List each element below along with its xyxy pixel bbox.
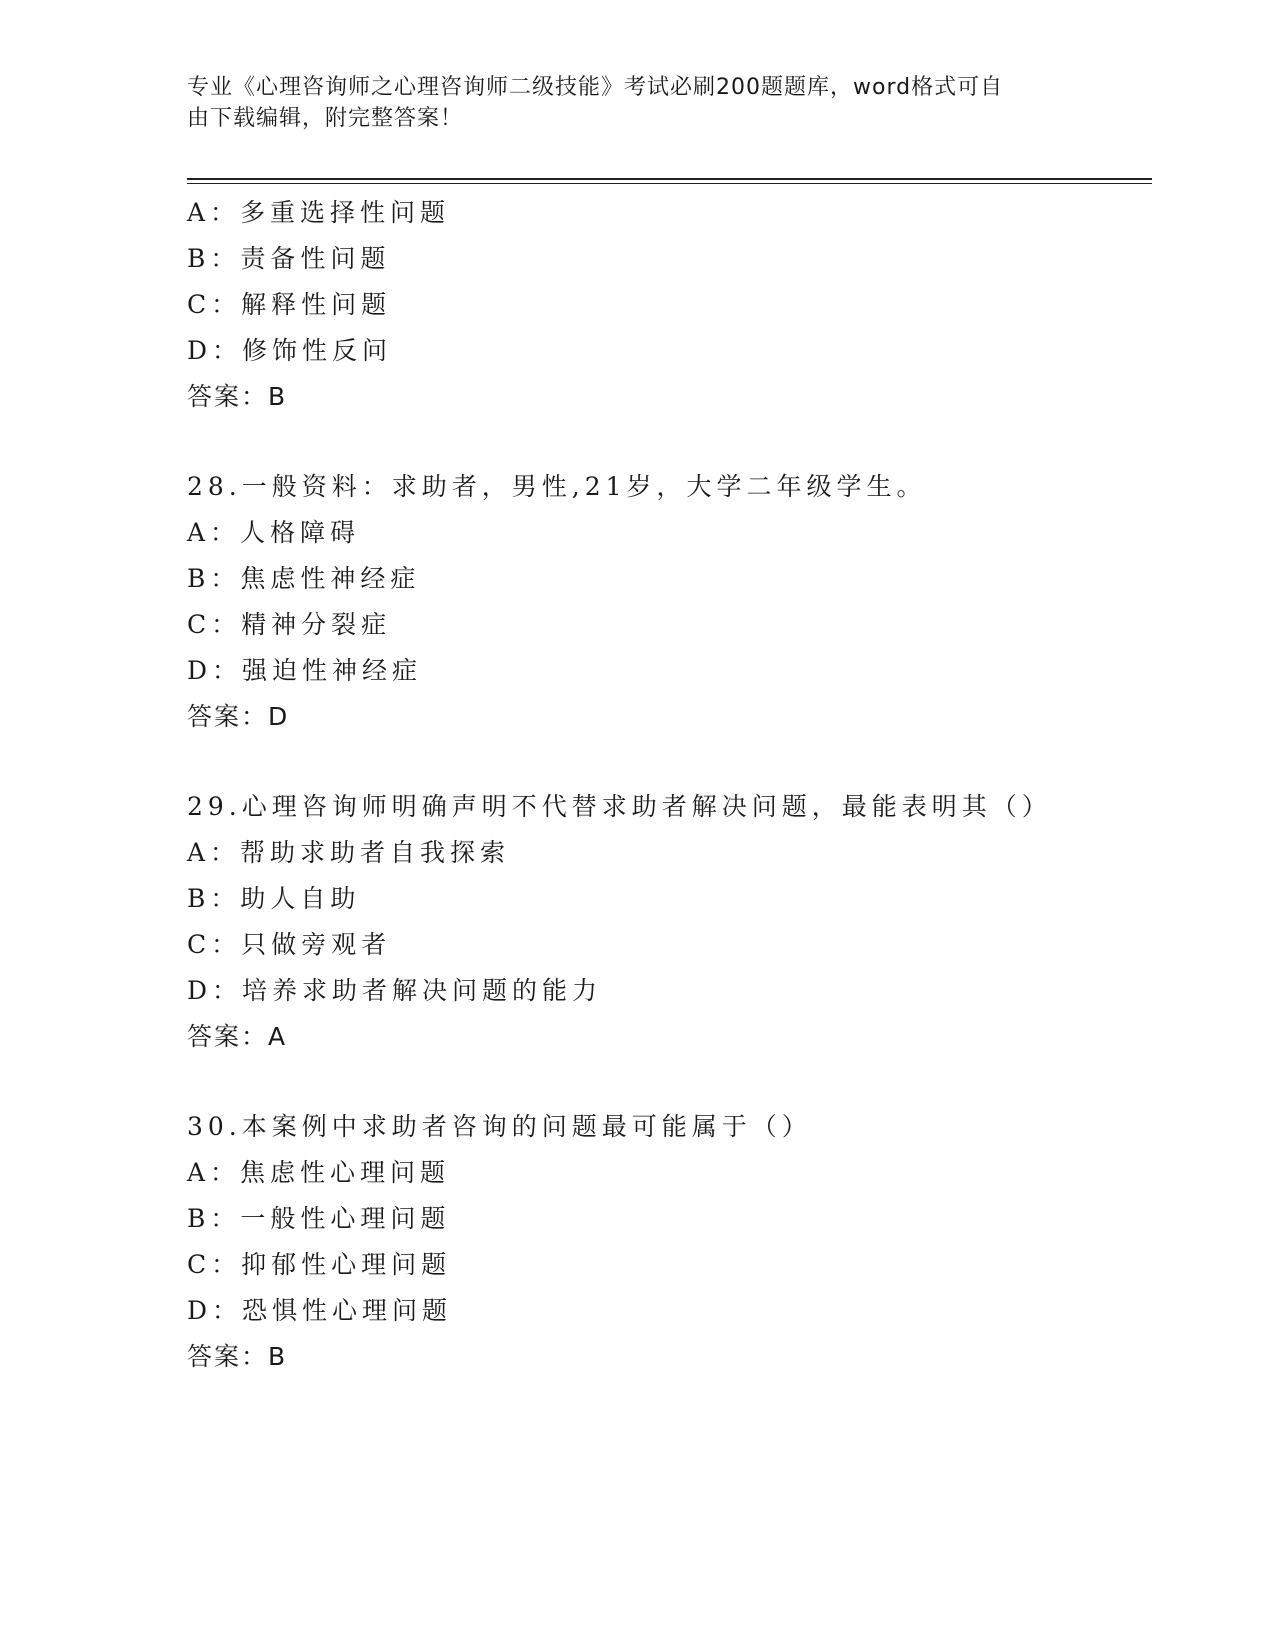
- option-c: C：精神分裂症: [187, 610, 392, 639]
- option-d: D：培养求助者解决问题的能力: [187, 976, 603, 1005]
- option-d: D：强迫性神经症: [187, 656, 423, 685]
- option-d: D：恐惧性心理问题: [187, 1296, 453, 1325]
- header-rule-thin: [187, 183, 1152, 184]
- question-28: [187, 464, 1147, 740]
- document-header: [187, 72, 1087, 134]
- question-text: 29.心理咨询师明确声明不代替求助者解决问题，最能表明其（）: [187, 792, 1052, 821]
- question-29: [187, 784, 1147, 1060]
- option-b: B：助人自助: [187, 884, 361, 913]
- option-c: C：只做旁观者: [187, 930, 392, 959]
- question-30: [187, 1104, 1147, 1380]
- option-b: B：一般性心理问题: [187, 1204, 451, 1233]
- option-b: B：焦虑性神经症: [187, 564, 421, 593]
- answer-line: 答案：B: [187, 1342, 288, 1371]
- option-a: A：人格障碍: [187, 518, 361, 547]
- question-27: [187, 190, 1147, 420]
- question-list: [187, 190, 1147, 1380]
- option-c: C：抑郁性心理问题: [187, 1250, 452, 1279]
- header-line-2: 由下载编辑，附完整答案！: [187, 106, 464, 131]
- option-c: C：解释性问题: [187, 290, 392, 319]
- option-a: A：帮助求助者自我探索: [187, 838, 511, 867]
- header-rule-thick: [187, 178, 1152, 180]
- option-a: A：多重选择性问题: [187, 198, 451, 227]
- option-d: D：修饰性反问: [187, 336, 393, 365]
- answer-line: 答案：A: [187, 1022, 288, 1051]
- option-a: A：焦虑性心理问题: [187, 1158, 451, 1187]
- question-text: 30.本案例中求助者咨询的问题最可能属于（）: [187, 1112, 812, 1141]
- answer-line: 答案：B: [187, 382, 288, 411]
- option-b: B：责备性问题: [187, 244, 391, 273]
- question-text: 28.一般资料：求助者，男性,21岁，大学二年级学生。: [187, 472, 927, 501]
- answer-line: 答案：D: [187, 702, 290, 731]
- header-line-1: 专业《心理咨询师之心理咨询师二级技能》考试必刷200题题库，word格式可自: [187, 75, 1004, 100]
